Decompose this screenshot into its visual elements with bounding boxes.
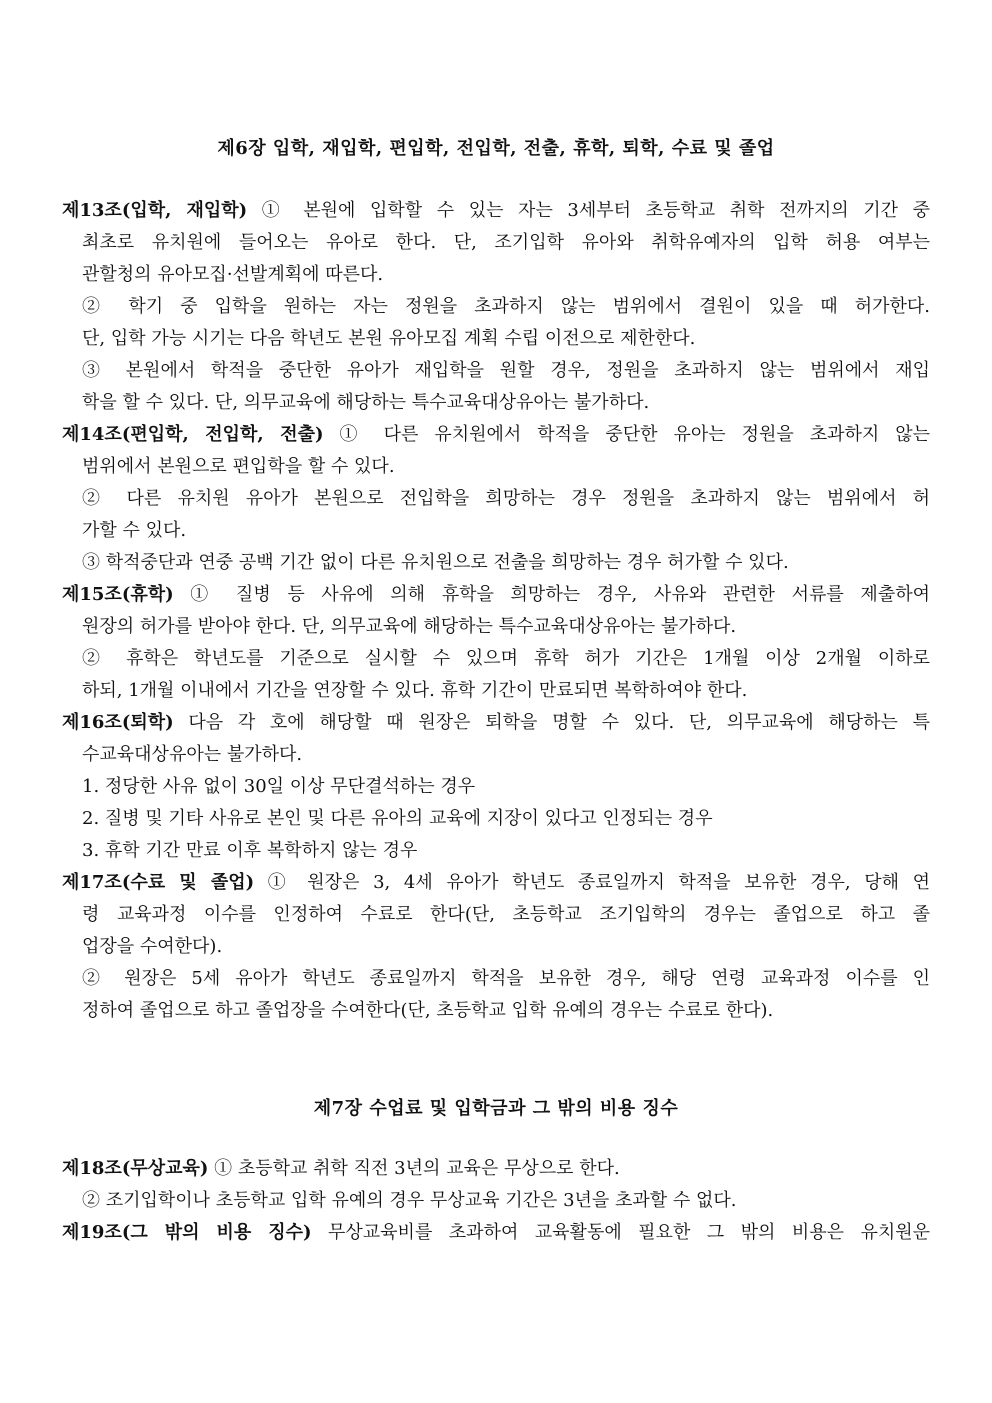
- article-14-line-5: ③ 학적중단과 연중 공백 기간 없이 다른 유치원으로 전출을 희망하는 경우 허가할 수 있다.: [82, 552, 789, 573]
- article-19-heading: 제19조(그 밖의 비용 징수): [62, 1222, 312, 1243]
- article-16-line-2: 수교육대상유아는 불가하다.: [82, 744, 303, 765]
- article-17-line-1: [62, 872, 930, 894]
- article-13-heading: 제13조(입학, 재입학): [62, 200, 248, 221]
- article-16-text-1: 다음 각 호에 해당할 때 원장은 퇴학을 명할 수 있다. 단, 의무교육에 해당하는 특: [173, 712, 930, 733]
- article-18-heading: 제18조(무상교육): [62, 1158, 209, 1179]
- article-16-heading: 제16조(퇴학): [62, 712, 174, 733]
- article-14-heading: 제14조(편입학, 전입학, 전출): [62, 424, 324, 445]
- article-13-line-5: 단, 입학 가능 시기는 다음 학년도 본원 유아모집 계획 수립 이전으로 제한한다.: [82, 328, 696, 349]
- article-13-line-4: ② 학기 중 입학을 원하는 자는 정원을 초과하지 않는 범위에서 결원이 있을 때 허가한다.: [82, 296, 930, 317]
- article-16-item-3: 3. 휴학 기간 만료 이후 복학하지 않는 경우: [82, 840, 418, 861]
- article-15-text-1: ① 질병 등 사유에 의해 휴학을 희망하는 경우, 사유와 관련한 서류를 제출하여: [173, 584, 930, 605]
- article-17-line-4: ② 원장은 5세 유아가 학년도 종료일까지 학적을 보유한 경우, 해당 연령 교육과정 이수를 인: [82, 968, 930, 989]
- article-16-line-1: [62, 712, 930, 734]
- article-14-line-4: 가할 수 있다.: [82, 520, 187, 541]
- article-13-line-1: [62, 200, 930, 222]
- article-19-text-1: 무상교육비를 초과하여 교육활동에 필요한 그 밖의 비용은 유치원운: [311, 1222, 931, 1243]
- article-17-line-3: 업장을 수여한다).: [82, 936, 223, 957]
- article-14-line-1: [62, 424, 930, 446]
- article-18-text-1: ① 초등학교 취학 직전 3년의 교육은 무상으로 한다.: [208, 1158, 620, 1179]
- article-13-line-2: 최초로 유치원에 들어오는 유아로 한다. 단, 조기입학 유아와 취학유예자의 입학 허용 여부는: [82, 232, 930, 253]
- article-17-line-2: 령 교육과정 이수를 인정하여 수료로 한다(단, 초등학교 조기입학의 경우는 졸업으로 하고 졸: [82, 904, 930, 925]
- article-15-line-2: 원장의 허가를 받아야 한다. 단, 의무교육에 해당하는 특수교육대상유아는 불가하다.: [82, 616, 737, 637]
- article-16-item-2: 2. 질병 및 기타 사유로 본인 및 다른 유아의 교육에 지장이 있다고 인정되는 경우: [82, 808, 713, 829]
- article-17-line-5: 정하여 졸업으로 하고 졸업장을 수여한다(단, 초등학교 입학 유예의 경우는 수료로 한다).: [82, 1000, 774, 1021]
- article-15-line-3: ② 휴학은 학년도를 기준으로 실시할 수 있으며 휴학 허가 기간은 1개월 이상 2개월 이하로: [82, 648, 930, 669]
- chapter-6-title: 제6장 입학, 재입학, 편입학, 전입학, 전출, 휴학, 퇴학, 수료 및 졸업: [217, 138, 775, 159]
- article-18-line-1: [62, 1158, 620, 1180]
- article-15-line-1: [62, 584, 930, 606]
- article-17-text-1: ① 원장은 3, 4세 유아가 학년도 종료일까지 학적을 보유한 경우, 당해 연: [254, 872, 930, 893]
- article-15-line-4: 하되, 1개월 이내에서 기간을 연장할 수 있다. 휴학 기간이 만료되면 복학하여야 한다.: [82, 680, 748, 701]
- chapter-7-title: 제7장 수업료 및 입학금과 그 밖의 비용 징수: [313, 1098, 679, 1119]
- article-17-heading: 제17조(수료 및 졸업): [62, 872, 255, 893]
- article-14-line-2: 범위에서 본원으로 편입학을 할 수 있다.: [82, 456, 395, 477]
- article-14-line-3: ② 다른 유치원 유아가 본원으로 전입학을 희망하는 경우 정원을 초과하지 않는 범위에서 허: [82, 488, 930, 509]
- article-13-line-6: ③ 본원에서 학적을 중단한 유아가 재입학을 원할 경우, 정원을 초과하지 않는 범위에서 재입: [82, 360, 930, 381]
- article-15-heading: 제15조(휴학): [62, 584, 174, 605]
- article-16-item-1: 1. 정당한 사유 없이 30일 이상 무단결석하는 경우: [82, 776, 476, 797]
- article-14-text-1: ① 다른 유치원에서 학적을 중단한 유아는 정원을 초과하지 않는: [323, 424, 930, 445]
- article-13-text-1: ① 본원에 입학할 수 있는 자는 3세부터 초등학교 취학 전까지의 기간 중: [247, 200, 930, 221]
- article-13-line-7: 학을 할 수 있다. 단, 의무교육에 해당하는 특수교육대상유아는 불가하다.: [82, 392, 650, 413]
- article-19-line-1: [62, 1222, 930, 1244]
- article-13-line-3: 관할청의 유아모집·선발계획에 따른다.: [82, 264, 384, 285]
- article-18-line-2: ② 조기입학이나 초등학교 입학 유예의 경우 무상교육 기간은 3년을 초과할 수 없다.: [82, 1190, 737, 1211]
